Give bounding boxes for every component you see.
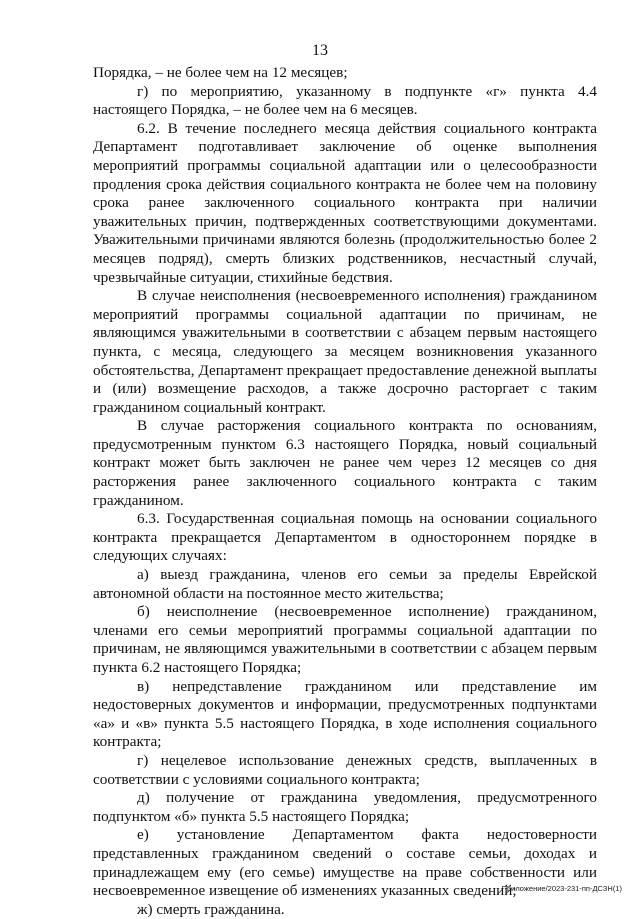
- list-item-e: е) установление Департаментом факта недостоверности представленных гражданином сведений о составе семьи, доходах и принадлежащем ему (его семье) имуществе на праве собственности или несвоевременное извещение об изменениях указанных сведений;: [93, 826, 597, 900]
- list-item-a: а) выезд гражданина, членов его семьи за пределы Еврейской автономной области на постоянное место жительства;: [93, 566, 597, 602]
- paragraph-termination: В случае расторжения социального контракта по основаниям, предусмотренным пунктом 6.3 настоящего Порядка, новый социальный контракт может быть заключен не ранее чем через 12 месяцев со дня расторжения ранее заключенного социального контракта с таким гражданином.: [93, 417, 597, 509]
- list-item-v: в) непредставление гражданином или представление им недостоверных документов и информации, предусмотренных подпунктами «а» и «в» пункта 5.5 настоящего Порядка, в ходе исполнения социального контракта;: [93, 677, 597, 751]
- paragraph-6-2: 6.2. В течение последнего месяца действия социального контракта Департамент подготавливает заключение об оценке выполнения мероприятий программы социальной адаптации или о целесообразности продления срока действия социального контракта не более чем на половину срока ранее заключенного социального контракта при наличии уважительных причин, подтвержденных соответствующими документами. Уважительными причинами являются болезнь (продолжительностью более 2 месяцев подряд), смерть близких родственников, несчастный случай, чрезвычайные ситуации, стихийные бедствия.: [93, 119, 597, 286]
- paragraph-continuation: Порядка, – не более чем на 12 месяцев;: [93, 64, 348, 81]
- page-number: 13: [312, 42, 328, 59]
- paragraph-item-g: г) по мероприятию, указанному в подпункте «г» пункта 4.4 настоящего Порядка, – не более чем на 6 месяцев.: [93, 82, 597, 119]
- document-footer-code: Приложение/2023-231-пп-ДСЗН(1): [501, 884, 622, 893]
- document-body: [93, 64, 597, 919]
- list-item-b: б) неисполнение (несвоевременное исполнение) гражданином, членами его семьи мероприятий программы социальной адаптации по причинам, не являющимся уважительными в соответствии с абзацем первым пункта 6.2 настоящего Порядка;: [93, 603, 597, 676]
- list-item-zh: ж) смерть гражданина.: [137, 900, 285, 918]
- paragraph-nonfulfillment: В случае неисполнения (несвоевременного исполнения) гражданином мероприятий программы социальной адаптации по причинам, не являющимся уважительными в соответствии с абзацем первым настоящего пункта, с месяца, следующего за месяцем возникновения указанного обстоятельства, Департамент прекращает предоставление денежной выплаты и (или) возмещение расходов, а также досрочно расторгает с таким гражданином социальный контракт.: [93, 287, 597, 416]
- list-item-d: д) получение от гражданина уведомления, предусмотренного подпунктом «б» пункта 5.5 настоящего Порядка;: [93, 789, 597, 825]
- paragraph-6-3: 6.3. Государственная социальная помощь на основании социального контракта прекращается Департаментом в одностороннем порядке в следующих случаях:: [93, 510, 597, 565]
- list-item-g: г) нецелевое использование денежных средств, выплаченных в соответствии с условиями социального контракта;: [93, 751, 597, 788]
